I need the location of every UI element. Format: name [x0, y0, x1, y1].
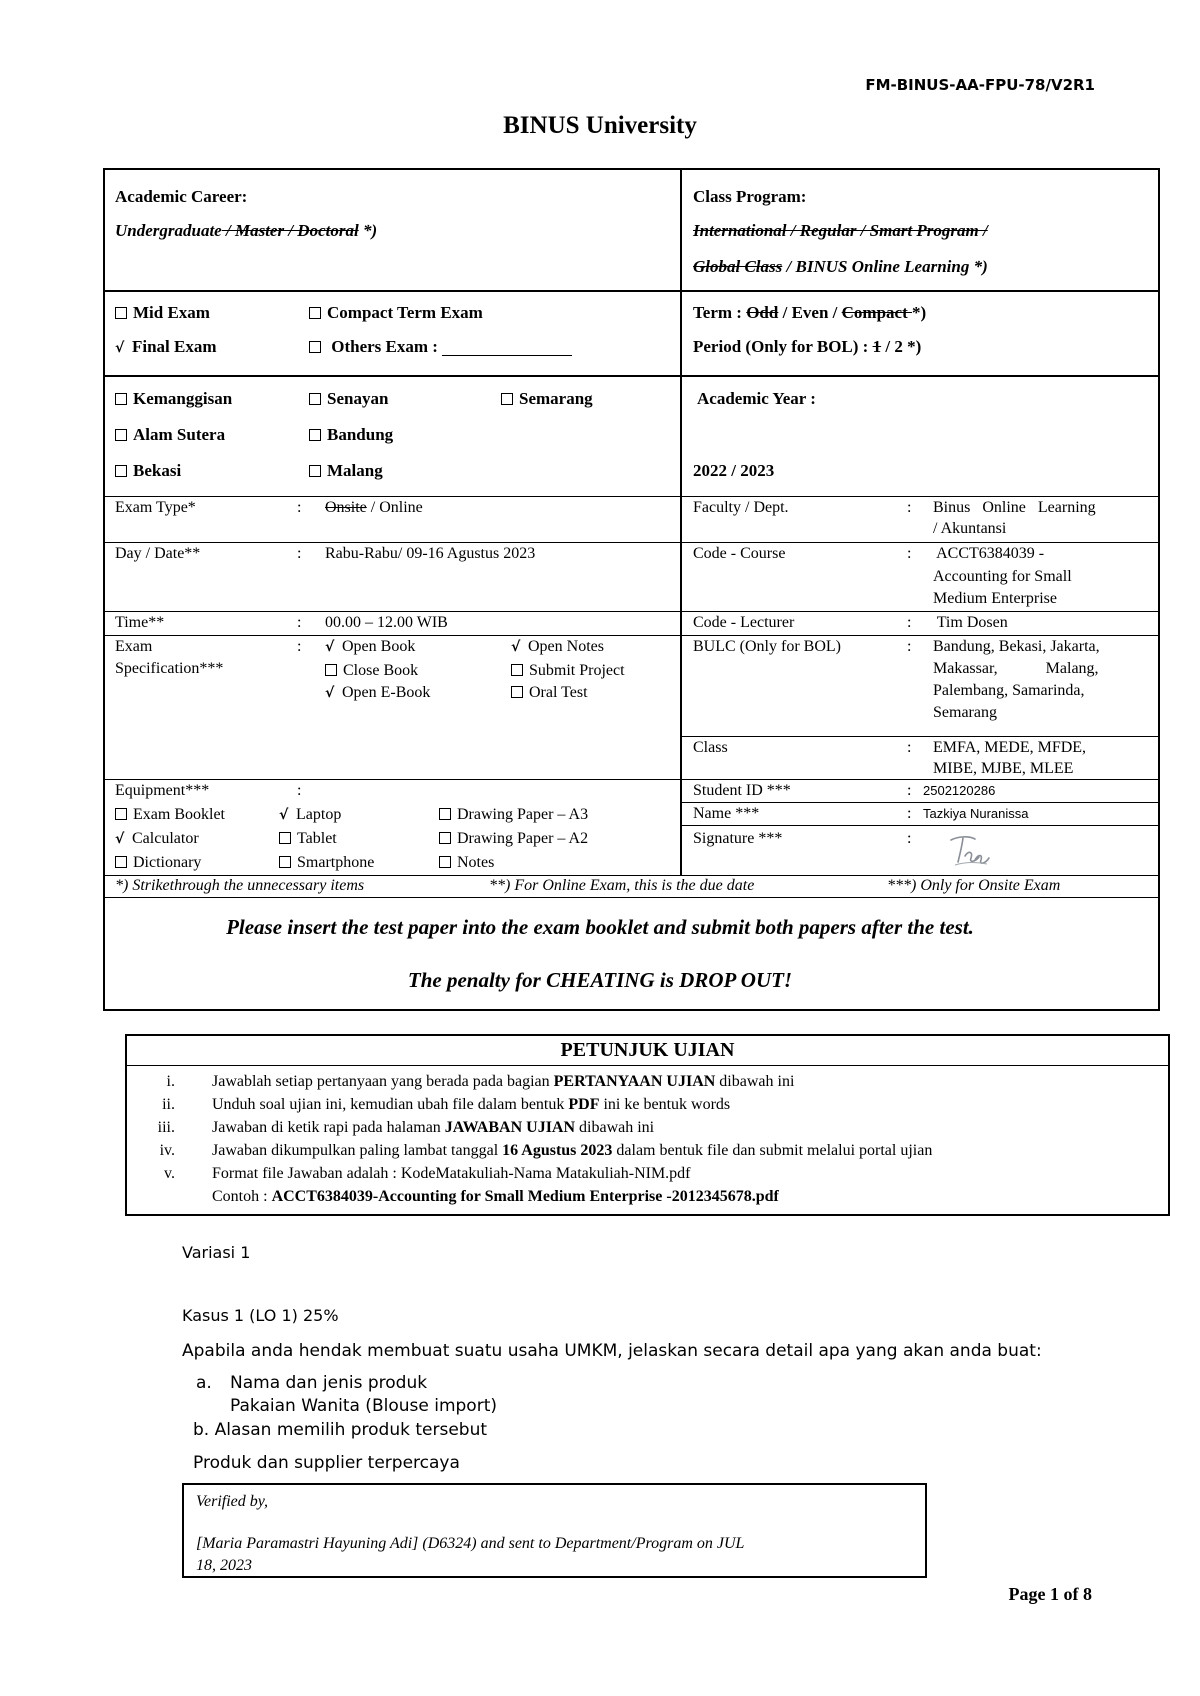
checkbox-empty-icon — [115, 808, 127, 820]
class-program-label: Class Program: — [693, 187, 807, 206]
student-id-value: 2502120286 — [923, 783, 996, 798]
check-mark-icon: √ — [511, 639, 521, 655]
campus-bandung: Bandung — [309, 424, 393, 446]
mid-exam-option: Mid Exam — [115, 302, 210, 324]
exam-type-label: Exam Type* — [115, 499, 196, 516]
checkbox-empty-icon — [279, 856, 291, 868]
checkbox-empty-icon — [325, 664, 337, 676]
bulc-line2: Makassar, Malang, — [933, 660, 1099, 677]
checkbox-empty-icon — [309, 307, 321, 319]
signature-label: Signature *** — [693, 830, 783, 847]
student-signature-image — [945, 832, 995, 870]
bulc-line1: Bandung, Bekasi, Jakarta, — [933, 638, 1100, 655]
instruction-item: Format file Jawaban adalah : KodeMatakuliah-Nama Matakuliah-NIM.pdf — [212, 1165, 691, 1182]
day-date-value: Rabu-Rabu/ 09-16 Agustus 2023 — [325, 545, 536, 562]
campus-bekasi: Bekasi — [115, 460, 181, 482]
equip-tablet: Tablet — [279, 828, 337, 850]
instruction-item: Unduh soal ujian ini, kemudian ubah file dalam bentuk PDF ini ke bentuk words — [212, 1096, 731, 1113]
spec-label-line2: Specification*** — [115, 660, 224, 677]
bulc-line4: Semarang — [933, 704, 997, 721]
notice-cheating: The penalty for CHEATING is DROP OUT! — [407, 968, 793, 992]
academic-career-label: Academic Career: — [115, 187, 248, 206]
student-id-label: Student ID *** — [693, 782, 791, 799]
class-program-struck-line1: International / Regular / Smart Program / — [693, 221, 988, 240]
faculty-value-line1: Binus Online Learning — [933, 499, 1096, 516]
instruction-number: iv. — [159, 1142, 175, 1159]
campus-senayan: Senayan — [309, 388, 388, 410]
footnote-onsite: ***) Only for Onsite Exam — [887, 877, 1061, 894]
variation-label: Variasi 1 — [182, 1243, 251, 1262]
student-name-value: Tazkiya Nuranissa — [923, 806, 1029, 821]
instructions-title: PETUNJUK UJIAN — [127, 1036, 1168, 1066]
university-title: BINUS University — [503, 112, 697, 139]
footnote-due-date: **) For Online Exam, this is the due date — [489, 877, 755, 894]
spec-colon: : — [297, 638, 302, 655]
day-date-colon: : — [297, 545, 302, 562]
student-id-colon: : — [907, 782, 912, 799]
final-exam-option: √ Final Exam — [115, 336, 217, 359]
form-code: FM-BINUS-AA-FPU-78/V2R1 — [865, 76, 1095, 94]
class-line1: EMFA, MEDE, MFDE, — [933, 739, 1087, 756]
instruction-number: v. — [164, 1165, 175, 1182]
class-label: Class — [693, 739, 728, 756]
faculty-label: Faculty / Dept. — [693, 499, 789, 516]
equip-calculator: √ Calculator — [115, 828, 199, 850]
class-program-value: Global Class / BINUS Online Learning *) — [693, 257, 988, 276]
case-label: Kasus 1 (LO 1) 25% — [182, 1306, 339, 1325]
notice-submit: Please insert the test paper into the exam booklet and submit both papers after the test. — [226, 915, 974, 939]
academic-year-label: Academic Year : — [697, 389, 816, 408]
footnote-strikethrough: *) Strikethrough the unnecessary items — [115, 877, 365, 894]
faculty-colon: : — [907, 499, 912, 516]
academic-year-value: 2022 / 2023 — [693, 461, 775, 480]
checkbox-empty-icon — [511, 664, 523, 676]
faculty-value-line2: / Akuntansi — [933, 520, 1007, 537]
checkbox-empty-icon — [115, 856, 127, 868]
lecturer-colon: : — [907, 614, 912, 631]
checkbox-empty-icon — [511, 686, 523, 698]
instruction-item: Jawablah setiap pertanyaan yang berada pada bagian PERTANYAAN UJIAN dibawah ini — [212, 1073, 795, 1090]
instruction-example: Contoh : ACCT6384039-Accounting for Small Medium Enterprise -2012345678.pdf — [212, 1188, 779, 1205]
academic-career-value: Undergraduate / Master / Doctoral *) — [115, 221, 378, 240]
student-name-colon: : — [907, 805, 912, 822]
equip-smartphone: Smartphone — [279, 852, 374, 874]
class-colon: : — [907, 739, 912, 756]
checkbox-empty-icon — [115, 393, 127, 405]
checkbox-empty-icon — [309, 465, 321, 477]
case-question: Apabila anda hendak membuat suatu usaha UMKM, jelaskan secara detail apa yang akan anda buat: — [182, 1341, 1042, 1361]
day-date-label: Day / Date** — [115, 545, 201, 562]
spec-label-line1: Exam — [115, 638, 153, 655]
equip-drawing-a3: Drawing Paper – A3 — [439, 804, 588, 826]
equipment-label: Equipment*** — [115, 782, 210, 799]
spec-submit-project: Submit Project — [511, 660, 625, 682]
checkbox-empty-icon — [501, 393, 513, 405]
campus-semarang: Semarang — [501, 388, 593, 410]
instructions-box — [125, 1034, 1170, 1216]
check-mark-icon: √ — [325, 685, 335, 701]
compact-term-exam-option: Compact Term Exam — [309, 302, 483, 324]
course-label: Code - Course — [693, 545, 786, 562]
verified-by-line: [Maria Paramastri Hayuning Adi] (D6324) and sent to Department/Program on JUL — [196, 1535, 745, 1552]
spec-open-ebook: √ Open E-Book — [325, 682, 430, 704]
checkbox-empty-icon — [115, 429, 127, 441]
lecturer-value: Tim Dosen — [933, 614, 1008, 631]
course-name-line1: Accounting for Small — [933, 568, 1072, 585]
bulc-label: BULC (Only for BOL) — [693, 638, 841, 655]
equip-laptop: √ Laptop — [279, 804, 341, 826]
item-a-label: a. — [196, 1373, 212, 1393]
check-mark-icon: √ — [325, 639, 335, 655]
term-field: Term : Odd / Even / Compact *) — [693, 303, 927, 322]
signature-colon: : — [907, 830, 912, 847]
spec-close-book: Close Book — [325, 660, 418, 682]
check-mark-icon: √ — [115, 340, 125, 356]
campus-kemanggisan: Kemanggisan — [115, 388, 232, 410]
checkbox-empty-icon — [309, 393, 321, 405]
campus-alam-sutera: Alam Sutera — [115, 424, 225, 446]
course-code: ACCT6384039 - — [933, 545, 1045, 562]
checkbox-empty-icon — [309, 429, 321, 441]
page-number: Page 1 of 8 — [1008, 1584, 1092, 1604]
checkbox-empty-icon — [439, 832, 451, 844]
lecturer-label: Code - Lecturer — [693, 614, 795, 631]
bulc-line3: Palembang, Samarinda, — [933, 682, 1085, 699]
check-mark-icon: √ — [115, 831, 125, 847]
instruction-number: i. — [166, 1073, 175, 1090]
instruction-item: Jawaban di ketik rapi pada halaman JAWABAN UJIAN dibawah ini — [212, 1119, 655, 1136]
spec-open-book: √ Open Book — [325, 636, 415, 658]
equip-notes: Notes — [439, 852, 494, 874]
course-name-line2: Medium Enterprise — [933, 590, 1057, 607]
spec-open-notes: √ Open Notes — [511, 636, 604, 658]
equipment-colon: : — [297, 782, 302, 799]
check-mark-icon: √ — [279, 807, 289, 823]
equip-dictionary: Dictionary — [115, 852, 201, 874]
exam-type-colon: : — [297, 499, 302, 516]
checkbox-empty-icon — [279, 832, 291, 844]
bulc-colon: : — [907, 638, 912, 655]
course-colon: : — [907, 545, 912, 562]
item-a-text: Nama dan jenis produk — [230, 1373, 428, 1393]
equip-exam-booklet: Exam Booklet — [115, 804, 225, 826]
item-a-answer: Pakaian Wanita (Blouse import) — [230, 1396, 497, 1416]
verified-date: 18, 2023 — [196, 1557, 252, 1574]
others-exam-option: Others Exam : — [309, 336, 572, 358]
checkbox-empty-icon — [439, 808, 451, 820]
campus-malang: Malang — [309, 460, 383, 482]
item-b-text: b. Alasan memilih produk tersebut — [193, 1420, 488, 1440]
others-exam-blank — [442, 337, 572, 356]
instruction-item: Jawaban dikumpulkan paling lambat tanggal 16 Agustus 2023 dalam bentuk file dan submit melalui portal ujian — [212, 1142, 933, 1159]
checkbox-empty-icon — [439, 856, 451, 868]
time-colon: : — [297, 614, 302, 631]
checkbox-empty-icon — [115, 465, 127, 477]
equip-drawing-a2: Drawing Paper – A2 — [439, 828, 588, 850]
checkbox-empty-icon — [115, 307, 127, 319]
verified-box — [182, 1483, 927, 1578]
exam-type-value: Onsite / Online — [325, 499, 423, 516]
spec-oral-test: Oral Test — [511, 682, 588, 704]
period-field: Period (Only for BOL) : 1 / 2 *) — [693, 337, 922, 356]
class-line2: MIBE, MJBE, MLEE — [933, 760, 1074, 777]
item-b-answer: Produk dan supplier terpercaya — [193, 1453, 460, 1473]
student-name-label: Name *** — [693, 805, 760, 822]
verified-label: Verified by, — [196, 1493, 268, 1510]
time-label: Time** — [115, 614, 165, 631]
checkbox-empty-icon — [309, 341, 321, 353]
exam-header-form — [103, 168, 1160, 1011]
time-value: 00.00 – 12.00 WIB — [325, 614, 448, 631]
instruction-number: ii. — [162, 1096, 175, 1113]
instruction-number: iii. — [157, 1119, 175, 1136]
